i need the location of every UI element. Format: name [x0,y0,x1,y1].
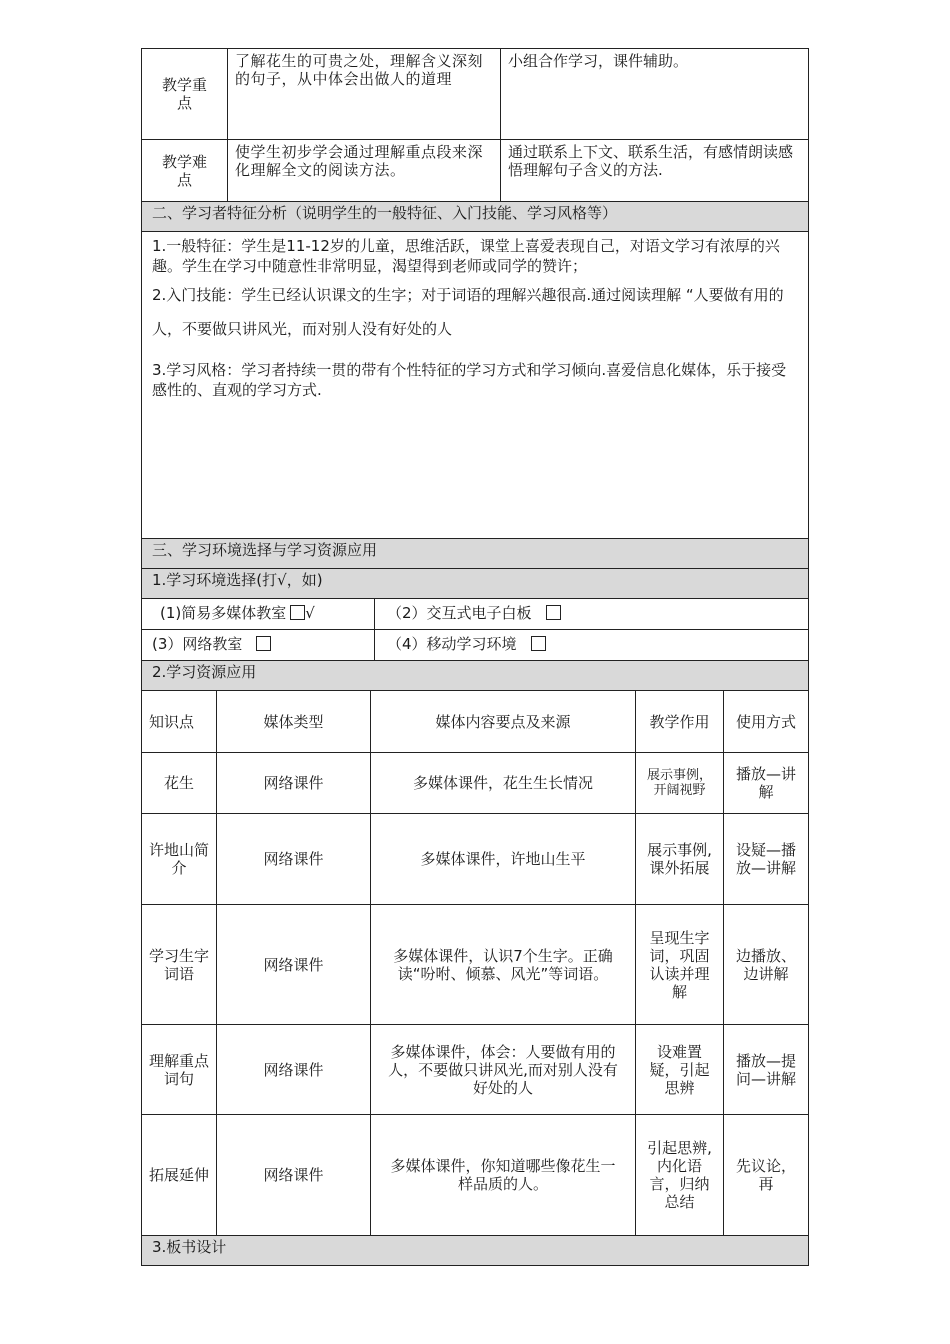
env-select-heading: 1.学习环境选择(打√，如) [141,569,809,599]
table-cell: 先议论，再 [724,1115,809,1236]
table-cell: 多媒体课件，你知道哪些像花生一样品质的人。 [371,1115,636,1236]
table-cell: 设疑—播放—讲解 [724,814,809,905]
checkbox-icon[interactable] [546,605,561,620]
table-cell: 网络课件 [217,905,371,1025]
lesson-plan-document [141,48,809,1266]
table-cell: 播放—讲解 [724,753,809,814]
section3-heading: 三、学习环境选择与学习资源应用 [141,539,809,569]
table-cell: 网络课件 [217,814,371,905]
env-option-2[interactable] [375,599,809,630]
col-header: 媒体内容要点及来源 [371,691,636,753]
difficulty-label: 教学难点 [142,140,228,202]
checkbox-icon[interactable] [290,605,305,620]
resource-header-row [142,691,809,753]
table-row [142,814,809,905]
check-mark: √ [305,604,315,622]
table-row [142,905,809,1025]
table-cell: 播放—提问—讲解 [724,1025,809,1115]
table-cell: 多媒体课件，许地山生平 [371,814,636,905]
key-point-content: 了解花生的可贵之处，理解含义深刻的句子，从中体会出做人的道理 [228,49,501,140]
env-option-4[interactable] [375,630,809,661]
checkbox-icon[interactable] [531,636,546,651]
table-cell: 呈现生字词，巩固认读并理解 [636,905,724,1025]
learning-style-text: 3.学习风格：学习者持续一贯的带有个性特征的学习方式和学习倾向.喜爱信息化媒体，乐于接受感性的、直观的学习方式. [152,361,787,399]
difficulty-row [142,140,809,202]
table-cell: 许地山简介 [142,814,217,905]
table-cell: 引起思辨,内化语言，归纳总结 [636,1115,724,1236]
table-cell: 网络课件 [217,1025,371,1115]
table-row [142,1115,809,1236]
board-design-heading: 3.板书设计 [141,1236,809,1266]
table-cell: 网络课件 [217,753,371,814]
section2-heading: 二、学习者特征分析（说明学生的一般特征、入门技能、学习风格等） [141,202,809,232]
resource-heading: 2.学习资源应用 [141,661,809,691]
key-point-method: 小组合作学习，课件辅助。 [501,49,809,140]
table-cell: 多媒体课件，花生生长情况 [371,753,636,814]
col-header: 知识点 [142,691,217,753]
env-option-3[interactable] [142,630,375,661]
env-option-1-label: (1)简易多媒体教室 [160,604,287,622]
table-cell: 网络课件 [217,1115,371,1236]
table-cell: 花生 [142,753,217,814]
col-header: 使用方式 [724,691,809,753]
table-cell: 拓展延伸 [142,1115,217,1236]
table-cell: 设难置疑，引起思辨 [636,1025,724,1115]
env-option-1[interactable] [142,599,375,630]
table-cell: 展示事例，开阔视野 [636,753,724,814]
key-point-row [142,49,809,140]
resource-table [141,690,809,1236]
env-option-2-label: （2）交互式电子白板 [387,604,532,622]
key-point-label: 教学重点 [142,49,228,140]
table-cell: 边播放、边讲解 [724,905,809,1025]
checkbox-icon[interactable] [256,636,271,651]
table-row [142,1025,809,1115]
table-cell: 多媒体课件，体会：人要做有用的人，不要做只讲风光,而对别人没有好处的人 [371,1025,636,1115]
difficulty-method: 通过联系上下文、联系生活，有感情朗读感悟理解句子含义的方法. [501,140,809,202]
difficulty-content: 使学生初步学会通过理解重点段来深化理解全文的阅读方法。 [228,140,501,202]
entry-skills-text: 2.入门技能：学生已经认识课文的生字；对于词语的理解兴趣很高.通过阅读理解 “人要做有用的人，不要做只讲风光，而对别人没有好处的人 [152,286,784,338]
env-option-3-label: (3）网络教室 [152,635,243,653]
col-header: 媒体类型 [217,691,371,753]
general-traits-text: 1.一般特征：学生是11-12岁的儿童，思维活跃，课堂上喜爱表现自己，对语文学习有浓厚的兴趣。学生在学习中随意性非常明显，渴望得到老师或同学的赞许； [152,237,780,275]
table-cell: 展示事例,课外拓展 [636,814,724,905]
col-header: 教学作用 [636,691,724,753]
table-cell: 多媒体课件，认识7个生字。正确读“吩咐、倾慕、风光”等词语。 [371,905,636,1025]
learner-analysis-body [141,232,809,539]
table-row [142,753,809,814]
table-cell: 学习生字词语 [142,905,217,1025]
objectives-table [141,48,809,202]
env-option-4-label: （4）移动学习环境 [387,635,517,653]
env-options-table [141,598,809,661]
table-cell: 理解重点词句 [142,1025,217,1115]
